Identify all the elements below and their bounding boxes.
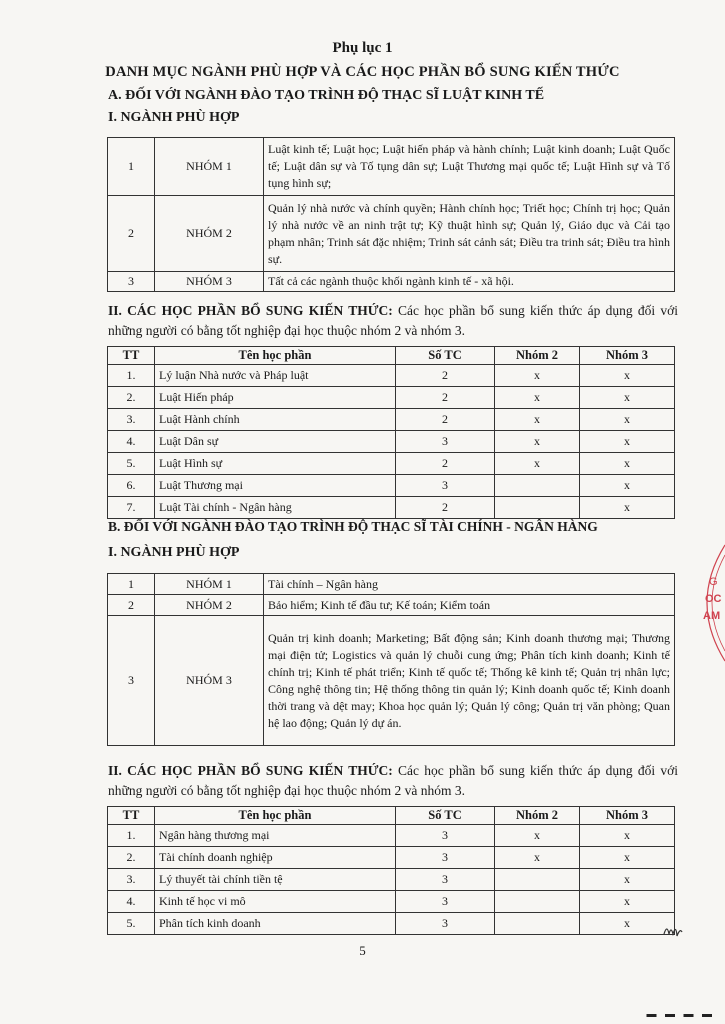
section-a-groups-table [107,137,675,292]
course-number: 6. [108,475,155,497]
table-row [108,365,675,387]
section-b-courses-table [107,806,675,935]
svg-text:OC: OC [705,593,722,605]
course-group2-mark: x [495,365,580,387]
section-b-heading: B. ĐỐI VỚI NGÀNH ĐÀO TẠO TRÌNH ĐỘ THẠC SĨ TÀI CHÍNH - NGÂN HÀNG [108,519,598,534]
course-group3-mark: x [580,847,675,869]
course-credits: 3 [396,825,495,847]
table-row [108,891,675,913]
appendix-label: Phụ lục 1 [332,40,393,56]
course-number: 3. [108,869,155,891]
group-number: 1 [108,138,155,196]
section-a-part2-heading: II. CÁC HỌC PHẦN BỔ SUNG KIẾN THỨC: [108,303,393,318]
course-name: Lý thuyết tài chính tiền tệ [155,869,396,891]
course-group3-mark: x [580,387,675,409]
group-description: Bảo hiểm; Kinh tế đầu tư; Kế toán; Kiểm toán [264,595,675,616]
course-group2-mark: x [495,453,580,475]
course-number: 5. [108,453,155,475]
header-credits: Số TC [396,807,495,825]
course-group3-mark: x [580,825,675,847]
footer-marks: ▬ ▬ ▬ ▬ [646,1009,715,1020]
course-credits: 2 [396,497,495,519]
course-number: 1. [108,825,155,847]
header-course-name: Tên học phần [155,807,396,825]
course-name: Luật Hành chính [155,409,396,431]
header-group2: Nhóm 2 [495,807,580,825]
header-group3: Nhóm 3 [580,347,675,365]
table-row [108,431,675,453]
table-header-row [108,807,675,825]
course-group3-mark: x [580,497,675,519]
course-credits: 3 [396,913,495,935]
section-b-part2-paragraph [108,761,678,801]
section-a-part2-paragraph [108,301,678,341]
course-group2-mark: x [495,387,580,409]
group-description: Quản lý nhà nước và chính quyền; Hành chính học; Triết học; Chính trị học; Quản lý nhà nước về an ninh trật tự; Kỹ thuật hình sự; Quản lý, Giáo dục và Cải tạo phạm nhân; Trinh sát đặc nhiệm; Trinh sát cảnh sát; Điều tra trinh sát; Điều tra hình sự. [264,196,675,272]
group-number: 1 [108,574,155,595]
table-row [108,574,675,595]
table-row [108,847,675,869]
table-row [108,475,675,497]
course-name: Luật Thương mại [155,475,396,497]
course-group3-mark: x [580,365,675,387]
group-description: Quản trị kinh doanh; Marketing; Bất động sản; Kinh doanh thương mại; Thương mại điện tử; Logistics và quản lý chuỗi cung ứng; Phân tích kinh doanh; Kinh tế chính trị; Kinh tế phát triển; Kinh tế quốc tế; Thống kê kinh tế; Quản trị nhân lực; Công nghệ thông tin; Hệ thống thông tin quản lý; Kinh doanh quốc tế; Kinh doanh thời trang và dệt may; Khoa học quản lý; Quản lý công; Quản trị văn phòng; Quan hệ lao động; Quản lý dự án. [264,616,675,746]
svg-text:G: G [709,576,718,588]
course-name: Luật Hiến pháp [155,387,396,409]
course-credits: 3 [396,869,495,891]
course-credits: 3 [396,847,495,869]
group-number: 3 [108,616,155,746]
course-name: Luật Hình sự [155,453,396,475]
group-name: NHÓM 3 [155,272,264,292]
course-credits: 3 [396,891,495,913]
section-a-part2-text: Các học phần bổ sung kiến thức áp dụng đối với những người có bằng tốt nghiệp đại học thuộc nhóm 2 và nhóm 3. [108,303,678,338]
group-name: NHÓM 1 [155,138,264,196]
course-name: Luật Dân sự [155,431,396,453]
course-credits: 2 [396,365,495,387]
section-a-part1-heading: I. NGÀNH PHÙ HỢP [108,110,240,125]
course-group3-mark: x [580,409,675,431]
group-number: 2 [108,196,155,272]
table-header-row [108,347,675,365]
section-a-heading: A. ĐỐI VỚI NGÀNH ĐÀO TẠO TRÌNH ĐỘ THẠC SĨ LUẬT KINH TẾ [108,88,545,103]
table-row [108,869,675,891]
course-group2-mark [495,891,580,913]
group-name: NHÓM 2 [155,196,264,272]
section-b-part1-heading: I. NGÀNH PHÙ HỢP [108,545,240,560]
group-name: NHÓM 3 [155,616,264,746]
course-group3-mark: x [580,431,675,453]
course-group3-mark: x [580,869,675,891]
course-number: 4. [108,891,155,913]
group-description: Tài chính – Ngân hàng [264,574,675,595]
svg-text:AM: AM [703,610,721,622]
course-name: Kinh tế học vi mô [155,891,396,913]
official-stamp [697,543,725,663]
course-group2-mark [495,869,580,891]
header-tt: TT [108,347,155,365]
group-description: Tất cả các ngành thuộc khối ngành kinh tế - xã hội. [264,272,675,292]
group-name: NHÓM 1 [155,574,264,595]
group-number: 2 [108,595,155,616]
course-name: Luật Tài chính - Ngân hàng [155,497,396,519]
table-row [108,913,675,935]
header-course-name: Tên học phần [155,347,396,365]
course-number: 1. [108,365,155,387]
table-row [108,196,675,272]
section-b-part2-heading: II. CÁC HỌC PHẦN BỔ SUNG KIẾN THỨC: [108,763,393,778]
table-row [108,138,675,196]
course-group2-mark: x [495,847,580,869]
course-number: 7. [108,497,155,519]
course-credits: 2 [396,387,495,409]
table-row [108,272,675,292]
course-credits: 2 [396,453,495,475]
course-group2-mark [495,475,580,497]
course-number: 2. [108,847,155,869]
page-number: 5 [359,943,366,958]
section-a-courses-table [107,346,675,519]
initials-signature [662,922,684,945]
table-row [108,387,675,409]
course-name: Phân tích kinh doanh [155,913,396,935]
course-group2-mark [495,497,580,519]
course-number: 2. [108,387,155,409]
document-title: DANH MỤC NGÀNH PHÙ HỢP VÀ CÁC HỌC PHẦN BỔ SUNG KIẾN THỨC [105,64,620,80]
table-row [108,497,675,519]
header-group3: Nhóm 3 [580,807,675,825]
course-group2-mark [495,913,580,935]
course-group2-mark: x [495,825,580,847]
course-name: Lý luận Nhà nước và Pháp luật [155,365,396,387]
course-number: 5. [108,913,155,935]
header-tt: TT [108,807,155,825]
group-description: Luật kinh tế; Luật học; Luật hiến pháp và hành chính; Luật kinh doanh; Luật Quốc tế; Luật dân sự và Tố tụng dân sự; Luật Thương mại quốc tế; Luật Hình sự và Tố tụng hình sự; [264,138,675,196]
section-b-groups-table [107,573,675,746]
course-group3-mark: x [580,891,675,913]
table-row [108,616,675,746]
header-credits: Số TC [396,347,495,365]
course-credits: 3 [396,431,495,453]
section-b-part2-text: Các học phần bổ sung kiến thức áp dụng đối với những người có bằng tốt nghiệp đại học thuộc nhóm 2 và nhóm 3. [108,763,678,798]
table-row [108,409,675,431]
course-group3-mark: x [580,913,675,935]
table-row [108,825,675,847]
course-group3-mark: x [580,475,675,497]
table-row [108,595,675,616]
course-group3-mark: x [580,453,675,475]
course-credits: 3 [396,475,495,497]
group-name: NHÓM 2 [155,595,264,616]
course-name: Ngân hàng thương mại [155,825,396,847]
group-number: 3 [108,272,155,292]
course-number: 4. [108,431,155,453]
course-number: 3. [108,409,155,431]
course-credits: 2 [396,409,495,431]
header-group2: Nhóm 2 [495,347,580,365]
course-group2-mark: x [495,431,580,453]
course-name: Tài chính doanh nghiệp [155,847,396,869]
course-group2-mark: x [495,409,580,431]
table-row [108,453,675,475]
